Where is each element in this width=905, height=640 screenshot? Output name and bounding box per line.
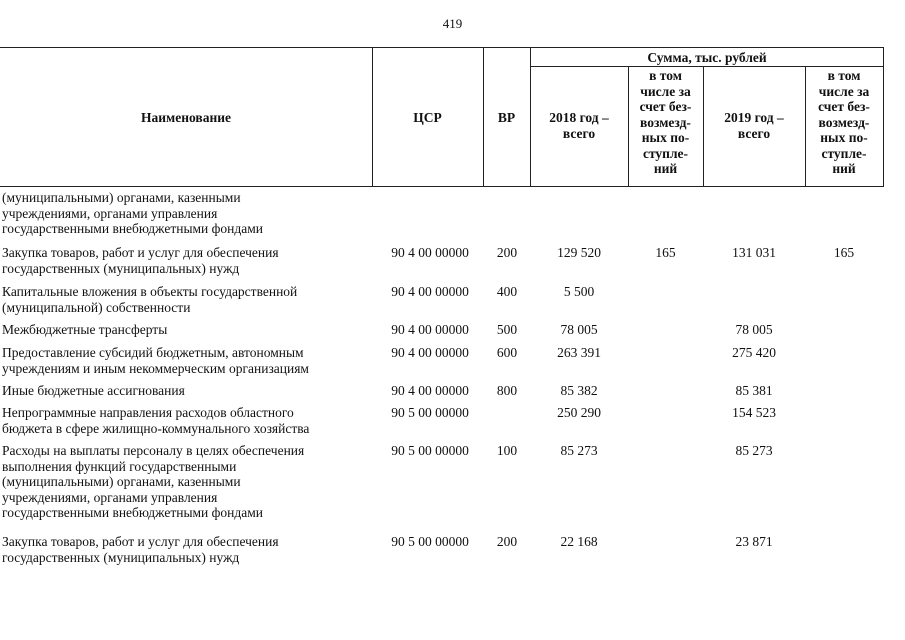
row-vr: 200 [496,245,518,260]
row-name: Закупка товаров, работ и услуг для обеспечения государственных (муниципальных) нужд [2,245,279,276]
row-2019-total: 78 005 [735,322,773,337]
col-divider-right [883,47,884,187]
header-2018-free: в том числе за счет без- возмезд- ных по- ступле- ний [639,68,692,176]
header-vr: ВР [497,110,516,125]
table-header [0,0,905,190]
row-name: Иные бюджетные ассигнования [2,383,185,398]
row-name: Непрограммные направления расходов областного бюджета в сфере жилищно-коммунального хозяйства [2,405,310,436]
row-2019-total: 85 273 [735,443,773,458]
row-2018-total: 78 005 [560,322,598,337]
header-csr: ЦСР [413,110,442,125]
row-vr: 800 [496,383,518,398]
row-2018-free: 165 [655,245,676,260]
row-name: (муниципальными) органами, казенными учреждениями, органами управления государственными внебюджетными фондами [2,190,264,236]
row-2018-total: 263 391 [557,345,601,360]
header-sum-group: Сумма, тыс. рублей [647,50,767,65]
row-2019-total: 85 381 [735,383,773,398]
header-bottom-border [0,186,884,187]
row-vr: 100 [496,443,518,458]
row-vr: 500 [496,322,518,337]
row-2018-total: 5 500 [563,284,595,299]
row-name: Капитальные вложения в объекты государственной (муниципальной) собственности [2,284,298,315]
sum-group-divider [530,66,884,67]
row-2018-total: 250 290 [557,405,601,420]
row-vr: 600 [496,345,518,360]
row-2019-total: 154 523 [732,405,776,420]
row-2018-total: 129 520 [557,245,601,260]
header-2019-total: 2019 год – всего [724,110,784,141]
row-csr: 90 4 00 00000 [391,383,469,398]
header-name: Наименование [141,110,231,125]
row-csr: 90 5 00 00000 [391,534,469,549]
header-top-border [0,47,884,48]
row-name: Расходы на выплаты персоналу в целях обеспечения выполнения функций государственными (муниципальными) органами, казенными учреждениями, органами управления государственными внебюджетными фондами [2,443,305,520]
row-csr: 90 5 00 00000 [391,405,469,420]
row-csr: 90 4 00 00000 [391,245,469,260]
row-2019-total: 275 420 [732,345,776,360]
row-name: Предоставление субсидий бюджетным, автономным учреждениям и иным некоммерческим организациям [2,345,309,376]
row-csr: 90 4 00 00000 [391,322,469,337]
row-csr: 90 4 00 00000 [391,284,469,299]
row-2018-total: 85 273 [560,443,598,458]
row-2018-total: 22 168 [560,534,598,549]
header-2018-total: 2018 год – всего [549,110,609,141]
row-2019-total: 131 031 [732,245,776,260]
row-csr: 90 5 00 00000 [391,443,469,458]
row-2018-total: 85 382 [560,383,598,398]
row-vr: 400 [496,284,518,299]
row-2019-free: 165 [833,245,855,260]
header-2019-free: в том числе за счет без- возмезд- ных по- ступле- ний [818,68,870,176]
row-name: Межбюджетные трансферты [2,322,168,337]
page-number: 419 [442,16,463,31]
row-vr: 200 [496,534,518,549]
row-2019-total: 23 871 [735,534,773,549]
row-csr: 90 4 00 00000 [391,345,469,360]
row-name: Закупка товаров, работ и услуг для обеспечения государственных (муниципальных) нужд [2,534,279,565]
